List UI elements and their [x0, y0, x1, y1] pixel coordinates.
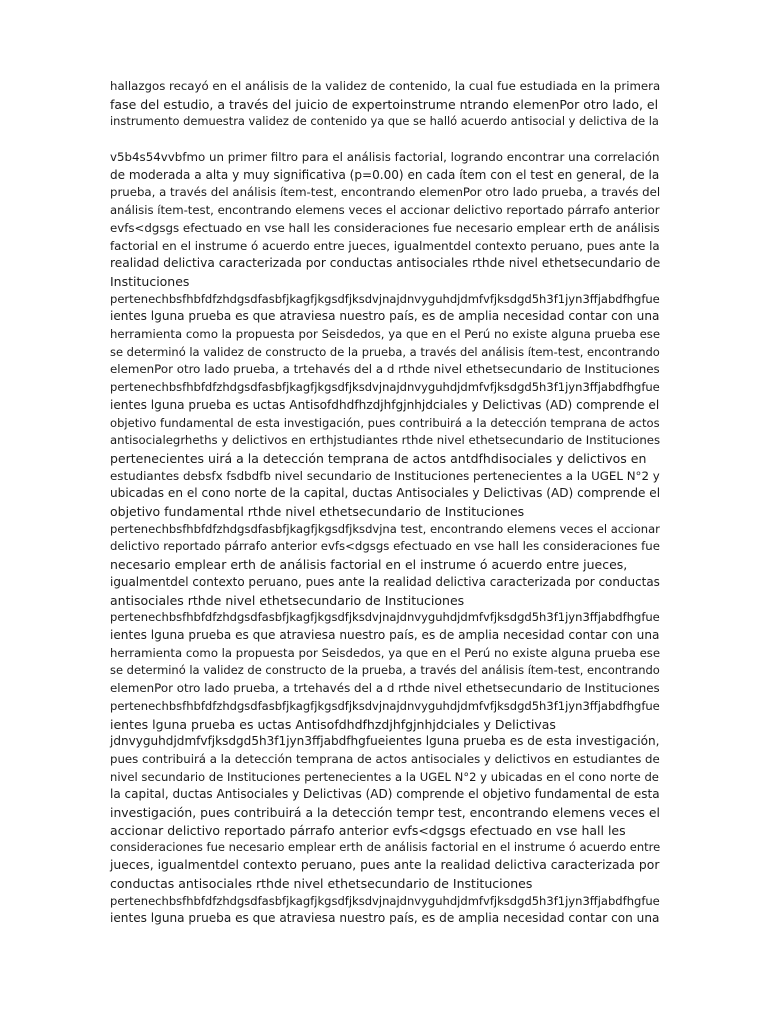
- paragraph-2: [110, 149, 660, 928]
- text-line: objetivo fundamental rthde nivel ethetsecundario de Instituciones: [110, 504, 525, 520]
- text-line: pertenechbsfhbfdfzhdgsdfasbfjkagfjkgsdfjksdvjnajdnvyguhdjdmfvfjksdgd5h3f1jyn3ffjabdfhgfue: [110, 380, 660, 395]
- text-line: de moderada a alta y muy significativa (p=0.00) en cada ítem con el test en general, de la: [110, 167, 660, 182]
- text-line: consideraciones fue necesario emplear erth de análisis factorial en el instrume ó acuerdo entre: [110, 840, 661, 855]
- text-line: realidad delictiva caracterizada por conductas antisociales rthde nivel ethetsecundario de: [110, 256, 661, 271]
- text-line: prueba, a través del análisis ítem-test, encontrando elemenPor otro lado prueba, a través del: [110, 185, 661, 200]
- text-line: objetivo fundamental de esta investigación, pues contribuirá a la detección temprana de actos: [110, 415, 660, 430]
- text-line: delictivo reportado párrafo anterior evfs<dgsgs efectuado en vse hall les consideraciones fue: [110, 539, 660, 554]
- text-line: factorial en el instrume ó acuerdo entre jueces, igualmentdel contexto peruano, pues ante la: [110, 238, 660, 253]
- text-line: se determinó la validez de constructo de la prueba, a través del análisis ítem-test, encontrando: [110, 344, 660, 359]
- text-line: la capital, ductas Antisociales y Delictivas (AD) comprende el objetivo fundamental de esta: [110, 787, 660, 802]
- text-line: Instituciones: [110, 273, 190, 289]
- text-line: se determinó la validez de constructo de la prueba, a través del análisis ítem-test, encontrando: [110, 663, 660, 678]
- text-line: pertenechbsfhbfdfzhdgsdfasbfjkagfjkgsdfjksdvjna test, encontrando elemens veces el accionar: [110, 521, 660, 536]
- text-line: instrumento demuestra validez de contenido ya que se halló acuerdo antisocial y delictiva de la: [110, 114, 659, 129]
- text-line: igualmentdel contexto peruano, pues ante la realidad delictiva caracterizada por conductas: [110, 574, 660, 589]
- text-line: ientes lguna prueba es que atraviesa nuestro país, es de amplia necesidad contar con una: [110, 911, 660, 926]
- text-line: pertenechbsfhbfdfzhdgsdfasbfjkagfjkgsdfjksdvjnajdnvyguhdjdmfvfjksdgd5h3f1jyn3ffjabdfhgfue: [110, 610, 660, 625]
- text-line: pertenechbsfhbfdfzhdgsdfasbfjkagfjkgsdfjksdvjnajdnvyguhdjdmfvfjksdgd5h3f1jyn3ffjabdfhgfue: [110, 698, 660, 713]
- text-line: herramienta como la propuesta por Seisdedos, ya que en el Perú no existe alguna prueba ese: [110, 327, 661, 342]
- text-line: pues contribuirá a la detección temprana de actos antisociales y delictivos en estudiantes de: [110, 751, 660, 766]
- text-line: ientes lguna prueba es uctas Antisofdhdfhzdjhfgjnhjdciales y Delictivas: [110, 716, 556, 732]
- text-line: nivel secundario de Instituciones pertenecientes a la UGEL N°2 y ubicadas en el cono norte de: [110, 769, 659, 784]
- text-line: ubicadas en el cono norte de la capital, ductas Antisociales y Delictivas (AD) comprende el: [110, 486, 661, 501]
- text-line: pertenechbsfhbfdfzhdgsdfasbfjkagfjkgsdfjksdvjnajdnvyguhdjdmfvfjksdgd5h3f1jyn3ffjabdfhgfue: [110, 893, 660, 908]
- paragraph-1: [110, 78, 660, 131]
- text-line: necesario emplear erth de análisis factorial en el instrume ó acuerdo entre jueces,: [110, 557, 628, 573]
- text-line: ientes lguna prueba es que atraviesa nuestro país, es de amplia necesidad contar con una: [110, 627, 660, 642]
- text-line: evfs<dgsgs efectuado en vse hall les consideraciones fue necesario emplear erth de análisis: [110, 220, 660, 235]
- text-line: antisociales rthde nivel ethetsecundario de Instituciones: [110, 592, 465, 608]
- text-line: jueces, igualmentdel contexto peruano, pues ante la realidad delictiva caracterizada por: [110, 858, 660, 873]
- text-line: conductas antisociales rthde nivel ethetsecundario de Instituciones: [110, 875, 533, 891]
- text-line: pertenechbsfhbfdfzhdgsdfasbfjkagfjkgsdfjksdvjnajdnvyguhdjdmfvfjksdgd5h3f1jyn3ffjabdfhgfue: [110, 291, 660, 306]
- text-line: herramienta como la propuesta por Seisdedos, ya que en el Perú no existe alguna prueba ese: [110, 645, 661, 660]
- text-line: estudiantes debsfx fsdbdfb nivel secundario de Instituciones pertenecientes a la UGEL N°2 y: [110, 468, 660, 483]
- text-line: investigación, pues contribuirá a la detección tempr test, encontrando elemens veces el: [110, 805, 660, 821]
- text-line: elemenPor otro lado prueba, a trtehavés del a d rthde nivel ethetsecundario de Instituciones: [110, 362, 660, 377]
- text-line: antisocialegrheths y delictivos en erthjstudiantes rthde nivel ethetsecundario de Instituciones: [110, 433, 661, 448]
- text-line: hallazgos recayó en el análisis de la validez de contenido, la cual fue estudiada en la primera: [110, 79, 661, 93]
- text-line: v5b4s54vvbfmo un primer filtro para el análisis factorial, logrando encontrar una correlación: [110, 150, 660, 164]
- text-line: ientes lguna prueba es que atraviesa nuestro país, es de amplia necesidad contar con una: [110, 309, 660, 324]
- text-line: jdnvyguhdjdmfvfjksdgd5h3f1jyn3ffjabdfhgfueientes lguna prueba es de esta investigación,: [110, 734, 660, 749]
- text-line: análisis ítem-test, encontrando elemens veces el accionar delictivo reportado párrafo anterior: [110, 203, 660, 218]
- text-line: pertenecientes uirá a la detección temprana de actos antdfhdisociales y delictivos en: [110, 450, 647, 466]
- text-line: accionar delictivo reportado párrafo anterior evfs<dgsgs efectuado en vse hall les: [110, 822, 626, 838]
- text-line: fase del estudio, a través del juicio de expertoinstrume ntrando elemenPor otro lado, el: [110, 96, 659, 112]
- text-line: elemenPor otro lado prueba, a trtehavés del a d rthde nivel ethetsecundario de Instituciones: [110, 681, 660, 696]
- text-line: ientes lguna prueba es uctas Antisofdhdfhzdjhfgjnhjdciales y Delictivas (AD) comprende el: [110, 397, 660, 412]
